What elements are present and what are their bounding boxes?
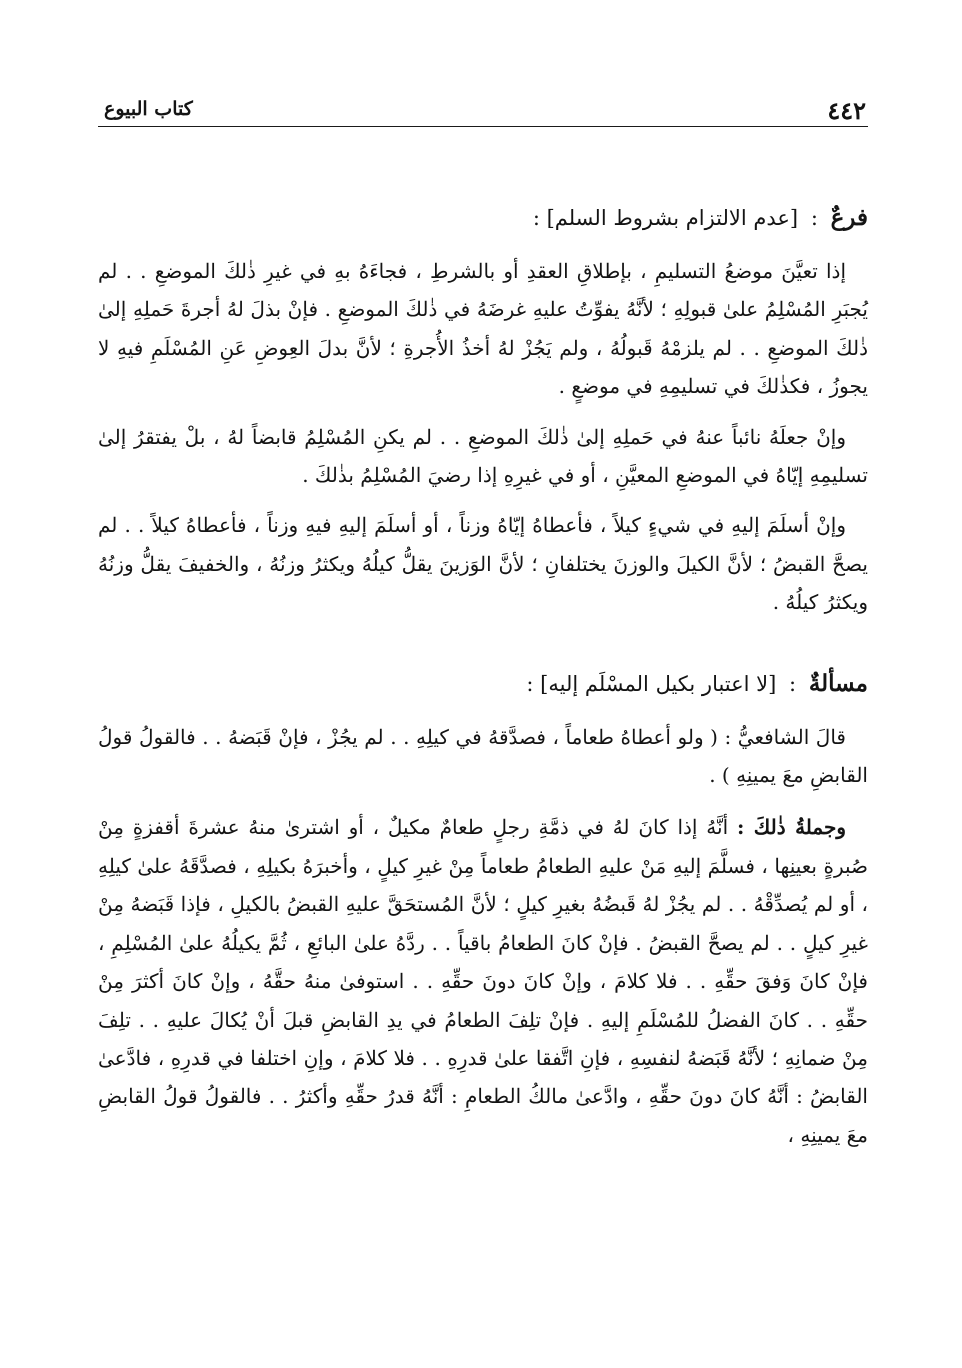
paragraph: وإنْ أسلَمَ إليهِ في شيءٍ كيلاً ، فأعطاهُ إيّاهُ وزناً ، أو أسلَمَ إليهِ فيهِ وزناً ، فأعطاهُ كيلاً . . لم يصحَّ القبضُ ؛ لأنَّ الكيلَ والوزنَ يختلفانِ ؛ لأنَّ الوَزينَ يقلُّ كيلُهُ ويكثرُ وزنُهُ ، والخفيفَ يقلُّ وزنُهُ ويكثرُ كيلُهُ . xyxy=(98,513,868,615)
heading-separator: : xyxy=(810,206,818,230)
paragraph-text: أنَّهُ إذا كانَ لهُ في ذمَّةِ رجلٍ طعامٌ مكيلٌ ، أو اشترىٰ منهُ عشرةَ أقفزةٍ مِنْ صُبرةٍ بعينِها ، فسلَّمَ إليهِ مَنْ عليهِ الطعامُ طعاماً مِنْ غيرِ كيلٍ ، وأخبرَهُ بكيلِهِ ، فصدَّقَهُ علىٰ كيلِهِ ، أو لم يُصدِّقْهُ . . لم يجُزْ لهُ قَبضُهُ بغيرِ كيلٍ ؛ لأنَّ المُستحَقَّ عليهِ القبضُ بالكيلِ ، فإذا قَبَضهُ مِنْ غيرِ كيلٍ . . لم يصحَّ القبضُ . فإنْ كانَ الطعامُ باقياً . . ردَّهُ علىٰ البائعِ ، ثُمَّ يكيلُهُ علىٰ المُسْلِمِ ، فإنْ كانَ وَفقَ حقِّهِ . . فلا كلامَ ، وإنْ كانَ دونَ حقِّهِ . . استوفىٰ منهُ حقَّهُ ، وإنْ كانَ أكثرَ مِنْ حقِّهِ . . كانَ الفضلُ للمُسْلَمِ إليهِ . فإنْ تلِفَ الطعامُ في يدِ القابضِ قبلَ أنْ يُكالَ عليهِ . . تلِفَ مِنْ ضمانِهِ ؛ لأنَّهُ قَبَضهُ لنفسِهِ ، فإنِ اتَّفقا علىٰ قدرِهِ . . فلا كلامَ ، وإنِ اختلفا في قدرِهِ ، فادَّعىٰ القابضُ : أنَّهُ كانَ دونَ حقِّهِ ، وادَّعىٰ مالكُ الطعامِ : أنَّهُ قدرُ حقِّهِ وأكثرُ . . فالقولُ قولُ القابضِ معَ يمينِهِ ، xyxy=(98,815,868,1147)
page-number: ٤٤٢ xyxy=(827,96,866,125)
paragraph-lead: وجملةُ ذٰلكَ : xyxy=(736,815,846,840)
heading-title: [لا اعتبار بكيل المسْلَم إليه] : xyxy=(526,671,777,696)
section-heading-masala xyxy=(98,662,868,706)
spacer xyxy=(98,240,868,252)
heading-separator: : xyxy=(789,671,797,696)
paragraph: وإنْ جعلَهُ نائباً عنهُ في حَملِهِ إلىٰ ذٰلكَ الموضعِ . . لم يكنِ المُسْلِمُ قابضاً لهُ ، بلْ يفتقرُ إلىٰ تسليمِهِ إيّاهُ في الموضعِ المعيَّنِ ، أو في غيرِهِ إذا رضيَ المُسْلِمُ بذٰلكَ . xyxy=(98,424,868,488)
paragraph-final xyxy=(98,808,868,1154)
spacer xyxy=(98,622,868,662)
book-title: كتاب البيوع xyxy=(104,98,193,120)
spacer xyxy=(98,406,868,418)
spacer xyxy=(98,794,868,808)
heading-title: [عدم الالتزام بشروط السلم] : xyxy=(532,206,799,230)
paragraph: إذا تعيَّنَ موضعُ التسليمِ ، بإطلاقِ العقدِ أو بالشرطِ ، فجاءَهُ بهِ في غيرِ ذٰلكَ الموضعِ . . لم يُجبَرِ المُسْلِمُ علىٰ قبولِهِ ؛ لأنَّهُ يفوِّتُ عليهِ غرضَهُ في ذٰلكَ الموضعِ . فإنْ بذلَ لهُ أجرةَ حَملِهِ إلىٰ ذٰلكَ الموضعِ . . لم يلزمْهُ قَبولُهُ ، ولم يَجُزْ لهُ أخذُ الأُجرةِ ؛ لأنَّ بدلَ العِوضِ عَنِ المُسْلَمِ فيهِ لا يجوزُ ، فكذٰلكَ في تسليمِهِ في موضعٍ . xyxy=(98,259,868,399)
page-body xyxy=(98,196,868,1154)
running-header xyxy=(104,96,866,124)
spacer xyxy=(98,706,868,718)
header-rule xyxy=(98,126,868,127)
spacer xyxy=(98,494,868,506)
section-heading-far xyxy=(98,196,868,240)
paragraph: قالَ الشافعيُّ : ( ولو أعطاهُ طعاماً ، فصدَّقهُ في كيلِهِ . . لم يجُزْ ، فإنْ قَبَضهُ . . فالقولُ قولُ القابضِ معَ يمينِهِ ) . xyxy=(98,724,868,788)
heading-label: فرعٌ xyxy=(830,204,868,231)
heading-label: مسألةٌ xyxy=(808,669,868,697)
